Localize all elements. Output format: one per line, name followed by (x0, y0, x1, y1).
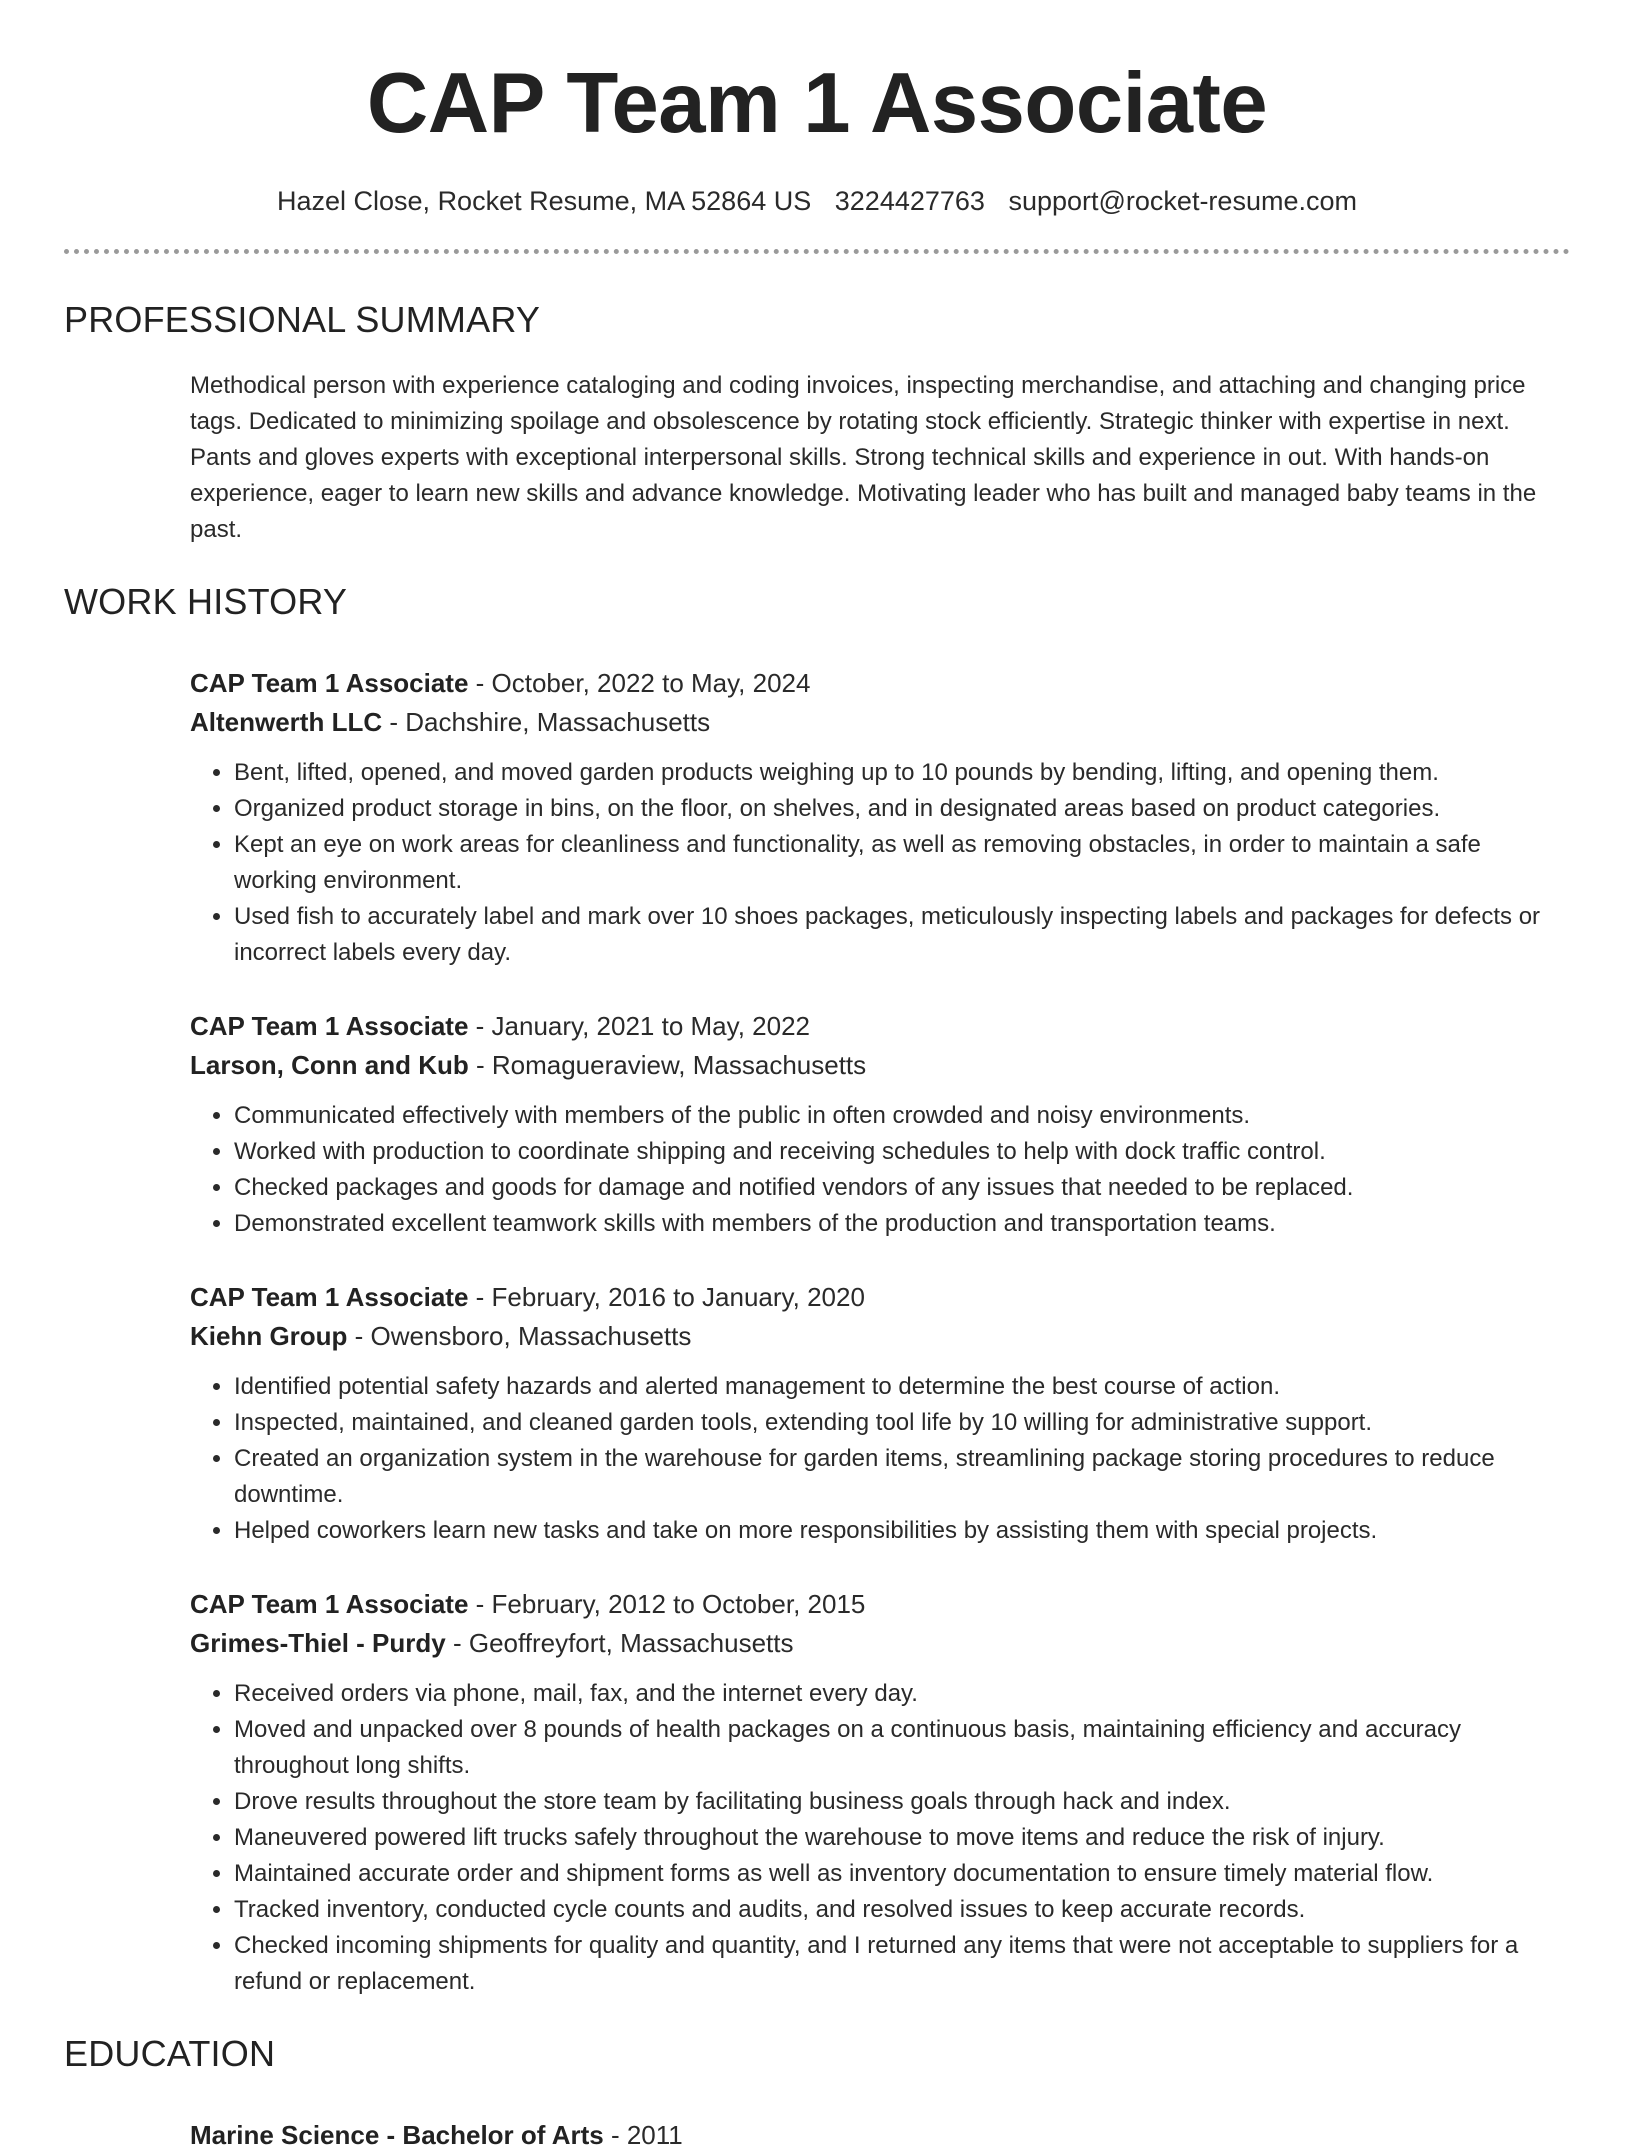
job-company-line (190, 703, 1570, 742)
job-dates: - October, 2022 to May, 2024 (468, 668, 811, 698)
job-company: Altenwerth LLC (190, 707, 383, 737)
job-role: CAP Team 1 Associate (190, 668, 469, 698)
candidate-name: CAP Team 1 Associate (366, 56, 1268, 151)
job-company: Kiehn Group (190, 1321, 348, 1351)
job-bullet: • Communicated effectively with members of the public in often crowded and noisy environments. (234, 1098, 1570, 1134)
contact-address: Hazel Close, Rocket Resume, MA 52864 US (277, 186, 812, 216)
job-bullets (190, 755, 1570, 971)
section-title-work-history: WORK HISTORY (64, 581, 348, 622)
job-bullet: • Inspected, maintained, and cleaned garden tools, extending tool life by 10 willing for administrative support. (234, 1405, 1570, 1441)
job-title-line (190, 1585, 1570, 1624)
job-bullet: • Identified potential safety hazards and alerted management to determine the best course of action. (234, 1369, 1570, 1405)
job-entry (190, 1585, 1570, 2000)
section-title-summary: PROFESSIONAL SUMMARY (64, 299, 541, 340)
job-bullets (190, 1098, 1570, 1242)
job-entry (190, 1007, 1570, 1242)
job-company-line (190, 1046, 1570, 1085)
job-bullet: • Received orders via phone, mail, fax, and the internet every day. (234, 1676, 1570, 1712)
job-title-line (190, 664, 1570, 703)
job-bullet: • Created an organization system in the warehouse for garden items, streamlining package storing procedures to reduce downtime. (234, 1441, 1570, 1513)
job-company: Larson, Conn and Kub (190, 1050, 469, 1080)
job-bullet: • Drove results throughout the store team by facilitating business goals through hack and index. (234, 1784, 1570, 1820)
job-title-line (190, 1007, 1570, 1046)
job-bullet: • Maintained accurate order and shipment forms as well as inventory documentation to ensure timely material flow. (234, 1856, 1570, 1892)
education-degree: Marine Science - Bachelor of Arts (190, 2120, 604, 2150)
resume-page (64, 0, 1570, 2155)
job-company: Grimes-Thiel - Purdy (190, 1628, 446, 1658)
job-bullet: • Used fish to accurately label and mark over 10 shoes packages, meticulously inspecting labels and packages for defects or incorrect labels every day. (234, 899, 1570, 971)
job-role: CAP Team 1 Associate (190, 1011, 469, 1041)
section-title-education: EDUCATION (64, 2033, 276, 2074)
job-bullet: • Organized product storage in bins, on the floor, on shelves, and in designated areas based on product categories. (234, 791, 1570, 827)
job-bullet: • Bent, lifted, opened, and moved garden products weighing up to 10 pounds by bending, lifting, and opening them. (234, 755, 1570, 791)
job-location: - Dachshire, Massachusetts (382, 707, 711, 737)
job-bullet: • Tracked inventory, conducted cycle counts and audits, and resolved issues to keep accurate records. (234, 1892, 1570, 1928)
job-bullet: • Checked incoming shipments for quality and quantity, and I returned any items that were not acceptable to suppliers for a refund or replacement. (234, 1928, 1570, 2000)
job-bullets (190, 1369, 1570, 1549)
job-bullet: • Worked with production to coordinate shipping and receiving schedules to help with dock traffic control. (234, 1134, 1570, 1170)
contact-phone: 3224427763 (834, 186, 985, 216)
job-role: CAP Team 1 Associate (190, 1589, 469, 1619)
job-bullet: • Maneuvered powered lift trucks safely throughout the warehouse to move items and reduce the risk of injury. (234, 1820, 1570, 1856)
contact-line (64, 184, 1570, 218)
job-company-line (190, 1624, 1570, 1663)
header-divider (64, 249, 1570, 254)
job-bullet: • Moved and unpacked over 8 pounds of health packages on a continuous basis, maintaining efficiency and accuracy throughout long shifts. (234, 1712, 1570, 1784)
education-year: - 2011 (603, 2120, 683, 2150)
job-bullet: • Kept an eye on work areas for cleanliness and functionality, as well as removing obstacles, in order to maintain a safe working environment. (234, 827, 1570, 899)
summary-text: Methodical person with experience cataloging and coding invoices, inspecting merchandise, and attaching and changing price tags. Dedicated to minimizing spoilage and obsolescence by rotating stock efficiently. Strategic thinker with expertise in next. Pants and gloves experts with exceptional interpersonal skills. Strong technical skills and experience in out. With hands-on experience, eager to learn new skills and advance knowledge. Motivating leader who has built and managed baby teams in the past. (190, 372, 1537, 543)
job-company-line (190, 1317, 1570, 1356)
job-dates: - January, 2021 to May, 2022 (468, 1011, 810, 1041)
job-bullet: • Demonstrated excellent teamwork skills with members of the production and transportation teams. (234, 1206, 1570, 1242)
job-location: - Geoffreyfort, Massachusetts (445, 1628, 794, 1658)
job-location: - Owensboro, Massachusetts (347, 1321, 692, 1351)
job-location: - Romagueraview, Massachusetts (468, 1050, 867, 1080)
job-dates: - February, 2012 to October, 2015 (468, 1589, 866, 1619)
job-bullet: • Checked packages and goods for damage and notified vendors of any issues that needed to be replaced. (234, 1170, 1570, 1206)
job-entry (190, 664, 1570, 971)
job-bullets (190, 1676, 1570, 2000)
job-entry (190, 1278, 1570, 1549)
job-bullet: • Helped coworkers learn new tasks and take on more responsibilities by assisting them with special projects. (234, 1513, 1570, 1549)
job-role: CAP Team 1 Associate (190, 1282, 469, 1312)
job-dates: - February, 2016 to January, 2020 (468, 1282, 865, 1312)
contact-email[interactable]: support@rocket-resume.com (1008, 186, 1357, 216)
job-title-line (190, 1278, 1570, 1317)
education-entry (190, 2116, 1570, 2155)
